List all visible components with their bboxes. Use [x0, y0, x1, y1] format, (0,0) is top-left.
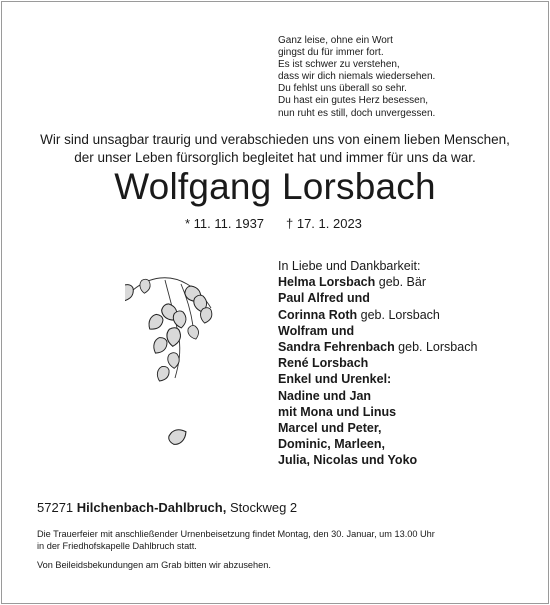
family-member: René Lorsbach	[278, 356, 369, 371]
family-member: Corinna Roth geb. Lorsbach	[278, 307, 440, 322]
funeral-notice-line: in der Friedhofskapelle Dahlbruch statt.	[37, 541, 197, 551]
poem-line: Du fehlst uns überall so sehr.	[278, 83, 407, 95]
death-date: † 17. 1. 2023	[286, 216, 362, 231]
address-town: Hilchenbach-Dahlbruch,	[76, 500, 227, 515]
family-member: Helma Lorsbach geb. Bär	[278, 275, 426, 290]
birth-date: * 11. 11. 1937	[185, 216, 265, 231]
family-member: Dominic, Marleen,	[278, 437, 385, 452]
poem-line: Ganz leise, ohne ein Wort	[278, 35, 393, 46]
funeral-notice	[37, 528, 435, 552]
poem	[278, 35, 435, 120]
funeral-notice-line: Die Trauerfeier mit anschließender Urnenbeisetzung findet Montag, den 30. Januar, um 13.00 Uhr	[37, 529, 435, 539]
family-member: Sandra Fehrenbach geb. Lorsbach	[278, 340, 478, 355]
intro-line: der unser Leben fürsorglich begleitet hat und immer für uns da war.	[74, 150, 476, 165]
poem-line: Du hast ein gutes Herz besessen,	[278, 95, 429, 107]
family-member: mit Mona und Linus	[278, 404, 397, 419]
intro-text	[0, 131, 550, 167]
family-member: Marcel und Peter,	[278, 421, 382, 436]
deceased-name: Wolfgang Lorsbach	[114, 166, 436, 207]
family-member: Paul Alfred und	[278, 291, 370, 306]
poem-line: Es ist schwer zu verstehen,	[278, 59, 400, 71]
intro-line: Wir sind unsagbar traurig und verabschieden uns von einem lieben Menschen,	[40, 132, 510, 147]
family-heading: In Liebe und Dankbarkeit:	[278, 259, 421, 273]
address-street: Stockweg 2	[229, 500, 298, 515]
family-member: Wolfram und	[278, 323, 355, 338]
condolence-notice	[37, 559, 271, 571]
poem-line: gingst du für immer fort.	[278, 47, 384, 59]
poem-line: dass wir dich niemals wiedersehen.	[278, 71, 436, 83]
address-zip: 57271	[37, 500, 74, 515]
poem-line: nun ruht es still, doch unvergessen.	[278, 107, 436, 119]
condolence-notice-line: Von Beileidsbekundungen am Grab bitten wir abzusehen.	[37, 560, 271, 570]
address-line	[37, 500, 297, 516]
family-member: Enkel und Urenkel:	[278, 372, 392, 387]
birch-leaves-icon	[125, 268, 225, 473]
family-list	[278, 258, 477, 469]
family-member: Nadine und Jan	[278, 388, 372, 403]
family-member: Julia, Nicolas und Yoko	[278, 453, 418, 468]
